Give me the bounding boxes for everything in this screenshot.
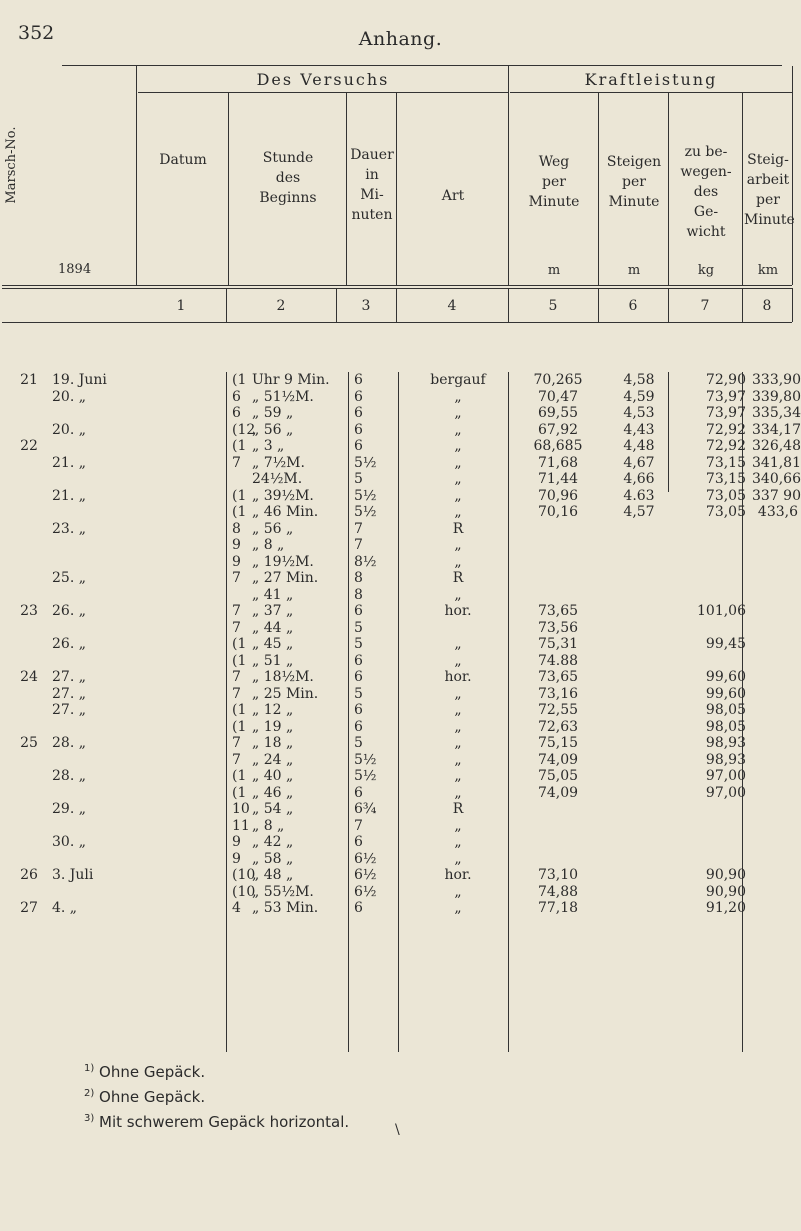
cell-dauer: 6½	[354, 883, 377, 900]
cell-weg: 70,265	[533, 372, 583, 388]
column-number: 1	[176, 298, 186, 314]
cell-marsch-no: 23	[20, 603, 38, 619]
cell-minute: „ 37 „	[252, 603, 294, 619]
cell-dauer: 5	[354, 685, 363, 702]
cell-arbeit: 337 90	[752, 487, 801, 504]
cell-minute: „ 51 „	[252, 652, 294, 669]
cell-marsch-no: 22	[20, 438, 38, 454]
divider-dauer	[396, 92, 397, 285]
unit-gewicht: kg	[697, 263, 715, 278]
cell-weg: 73,65	[537, 603, 579, 619]
cell-stunde: (1	[232, 718, 247, 735]
header-arbeit	[744, 150, 795, 230]
cell-minute: „ 12 „	[252, 702, 294, 718]
cell-dauer: 6	[354, 603, 363, 619]
cell-art: „	[454, 735, 462, 751]
cell-dauer: 5½	[354, 504, 377, 520]
footnote	[84, 1058, 349, 1083]
cell-minute: „ 8 „	[252, 537, 285, 553]
cell-datum: 26. „	[52, 636, 86, 652]
cell-minute: „ 46 „	[252, 784, 294, 801]
footnote-mark: 1)	[84, 1063, 95, 1074]
cell-dauer: 6	[354, 718, 363, 735]
cell-minute: „ 48 „	[252, 867, 294, 883]
cell-art: „	[454, 405, 462, 421]
column-number: 7	[700, 298, 710, 314]
cell-weg: 68,685	[533, 438, 583, 454]
cell-weg: 70,16	[537, 504, 579, 520]
cell-minute: „ 19½M.	[252, 553, 314, 570]
header-dauer-line: nuten	[351, 207, 393, 223]
cell-datum: 29. „	[52, 801, 86, 817]
cell-minute: „ 56 „	[252, 421, 294, 438]
cell-arbeit: 333,90	[752, 372, 801, 388]
cell-weg: 70,96	[537, 487, 579, 504]
cell-dauer: 6	[354, 784, 363, 801]
cell-gewicht: 98,05	[705, 718, 746, 735]
cell-dauer: 5	[354, 735, 363, 751]
table-top-rule	[62, 65, 782, 66]
cell-datum: 19. Juni	[52, 372, 107, 388]
cell-stunde: (1	[232, 784, 247, 801]
stray-mark: \	[395, 1122, 400, 1138]
cell-art: R	[452, 570, 464, 586]
cell-stunde: 8	[232, 520, 241, 537]
cell-stunde: 9	[232, 850, 241, 867]
cell-arbeit: 335,34	[752, 405, 801, 421]
cell-dauer: 8½	[354, 553, 377, 570]
cell-dauer: 5½	[354, 751, 377, 768]
cell-gewicht: 73,15	[705, 471, 746, 487]
header-year: 1894	[58, 262, 92, 277]
header-gewicht	[670, 142, 742, 242]
cell-weg: 74,09	[537, 784, 579, 801]
cell-art: „	[454, 751, 462, 768]
cell-minute: „ 39½M.	[252, 487, 314, 504]
cell-gewicht: 72,90	[705, 372, 746, 388]
cell-art: R	[452, 520, 464, 537]
cell-gewicht: 73,05	[705, 487, 746, 504]
cell-datum: 27. „	[52, 669, 86, 685]
cell-gewicht: 98,05	[705, 702, 746, 718]
column-number: 5	[548, 298, 558, 314]
cell-stunde: (1	[232, 702, 247, 718]
header-weg-line: per	[542, 174, 566, 190]
cell-dauer: 6¾	[354, 801, 377, 817]
cell-minute: „ 3 „	[252, 438, 285, 454]
cell-minute: „ 27 Min.	[252, 570, 319, 586]
cell-gewicht: 98,93	[705, 735, 746, 751]
cell-datum: 23. „	[52, 520, 86, 537]
cell-dauer: 5	[354, 471, 363, 487]
cell-gewicht: 73,97	[705, 388, 746, 405]
group-header-versuch: Des Versuchs	[256, 70, 390, 89]
header-dauer-line: Dauer	[350, 147, 394, 163]
header-marsch-no: Marsch-No.	[4, 126, 19, 204]
cell-art: „	[454, 471, 462, 487]
cell-weg: 71,44	[537, 471, 579, 487]
cell-weg: 75,31	[537, 636, 579, 652]
cell-weg: 73,56	[537, 619, 579, 636]
cell-minute: „ 45 „	[252, 636, 294, 652]
footnote	[84, 1108, 349, 1133]
cell-gewicht: 99,60	[705, 669, 746, 685]
cell-stunde: (1	[232, 372, 247, 388]
cell-art: R	[452, 801, 464, 817]
cell-gewicht: 99,60	[705, 685, 746, 702]
cell-art: „	[454, 636, 462, 652]
cell-datum: 21. „	[52, 487, 86, 504]
cell-stunde: (1	[232, 768, 247, 784]
cell-art: hor.	[444, 867, 472, 883]
cell-art: „	[454, 768, 462, 784]
header-stunde-line: Stunde	[262, 150, 314, 166]
cell-gewicht: 98,93	[705, 751, 746, 768]
cell-minute: „ 46 Min.	[252, 504, 319, 520]
cell-datum: 28. „	[52, 768, 86, 784]
cell-datum: 30. „	[52, 834, 86, 850]
cell-weg: 67,92	[537, 421, 579, 438]
footnote-text: Ohne Gepäck.	[99, 1063, 206, 1081]
header-bottom-rule-double	[2, 288, 792, 289]
cell-dauer: 6½	[354, 850, 377, 867]
cell-stunde: (12	[232, 421, 256, 438]
cell-weg: 77,18	[537, 900, 579, 916]
footnote-text: Mit schwerem Gepäck horizontal.	[99, 1113, 350, 1131]
cell-art: „	[454, 850, 462, 867]
header-arbeit-line: Minute	[744, 212, 795, 228]
cell-gewicht: 73,15	[705, 454, 746, 471]
cell-marsch-no: 27	[20, 900, 38, 916]
cell-dauer: 6	[354, 669, 363, 685]
cell-steigen: 4,57	[623, 504, 655, 520]
cell-marsch-no: 21	[20, 372, 38, 388]
cell-minute: Uhr 9 Min.	[252, 372, 330, 388]
cell-minute: „ 41 „	[252, 586, 294, 603]
cell-arbeit: 339,80	[752, 388, 801, 405]
column-number: 2	[276, 298, 286, 314]
cell-gewicht: 91,20	[705, 900, 746, 916]
cell-stunde: 7	[232, 603, 241, 619]
divider-right	[792, 66, 793, 285]
cell-stunde: (10	[232, 883, 256, 900]
cell-datum: 20. „	[52, 388, 86, 405]
column-number: 3	[361, 298, 371, 314]
cell-art: „	[454, 553, 462, 570]
cell-art: hor.	[444, 669, 472, 685]
unit-arbeit: km	[757, 263, 779, 278]
cell-dauer: 5	[354, 619, 363, 636]
cell-stunde: 7	[232, 735, 241, 751]
cell-weg: 70,47	[537, 388, 579, 405]
header-arbeit-line: per	[756, 192, 780, 208]
cell-steigen: 4,58	[623, 372, 655, 388]
cell-dauer: 6	[354, 900, 363, 916]
cell-art: „	[454, 883, 462, 900]
cell-weg: 75,15	[537, 735, 579, 751]
cell-gewicht: 90,90	[705, 867, 746, 883]
unit-steigen: m	[627, 263, 641, 278]
cell-stunde: 9	[232, 537, 241, 553]
header-gewicht-line: wicht	[686, 224, 726, 240]
cell-minute: „ 59 „	[252, 405, 294, 421]
cell-datum: 20. „	[52, 421, 86, 438]
body-divider-art	[508, 372, 509, 1052]
cell-minute: „ 44 „	[252, 619, 294, 636]
cell-gewicht: 90,90	[705, 883, 746, 900]
cell-weg: 74,88	[537, 883, 579, 900]
cell-steigen: 4,53	[623, 405, 655, 421]
cell-art: „	[454, 718, 462, 735]
cell-datum: 27. „	[52, 685, 86, 702]
cell-art: „	[454, 652, 462, 669]
header-stunde-line: des	[275, 170, 301, 186]
cell-weg: 72,63	[537, 718, 579, 735]
cell-minute: „ 25 Min.	[252, 685, 319, 702]
cell-minute: „ 53 Min.	[252, 900, 319, 916]
body-divider-dauer	[398, 372, 399, 1052]
cell-minute: „ 56 „	[252, 520, 294, 537]
cell-stunde: 7	[232, 454, 241, 471]
cell-arbeit: 433,6	[757, 504, 798, 520]
group-rule-versuch	[138, 92, 508, 93]
cell-datum: 27. „	[52, 702, 86, 718]
cell-marsch-no: 26	[20, 867, 38, 883]
cell-dauer: 6	[354, 702, 363, 718]
cell-dauer: 6	[354, 652, 363, 669]
cell-dauer: 5½	[354, 487, 377, 504]
cell-art: „	[454, 586, 462, 603]
header-arbeit-line: arbeit	[746, 172, 790, 188]
cell-marsch-no: 25	[20, 735, 38, 751]
cell-weg: 75,05	[537, 768, 579, 784]
body-divider-stunde	[348, 372, 349, 1052]
cell-stunde: (1	[232, 438, 247, 454]
cell-steigen: 4,66	[623, 471, 655, 487]
cell-art: „	[454, 421, 462, 438]
header-weg	[510, 152, 598, 212]
cell-dauer: 5½	[354, 454, 377, 471]
cell-weg: 73,16	[537, 685, 579, 702]
cell-art: „	[454, 487, 462, 504]
cell-minute: „ 24 „	[252, 751, 294, 768]
cell-stunde: 6	[232, 405, 241, 421]
cell-dauer: 7	[354, 520, 363, 537]
number-row-rule	[2, 322, 792, 323]
header-gewicht-line: zu be-	[684, 144, 728, 160]
cell-steigen: 4,59	[623, 388, 655, 405]
header-bottom-rule	[2, 285, 792, 286]
header-steigen-line: Steigen	[606, 154, 662, 170]
header-steigen-line: per	[622, 174, 646, 190]
header-gewicht-line: Ge-	[693, 204, 719, 220]
cell-minute: „ 42 „	[252, 834, 294, 850]
cell-stunde: (1	[232, 504, 247, 520]
cell-gewicht: 72,92	[705, 438, 746, 454]
cell-stunde: (1	[232, 652, 247, 669]
cell-dauer: 8	[354, 570, 363, 586]
cell-dauer: 7	[354, 537, 363, 553]
cell-dauer: 6	[354, 834, 363, 850]
cell-art: „	[454, 834, 462, 850]
cell-dauer: 8	[354, 586, 363, 603]
divider-art	[508, 66, 509, 285]
cell-stunde: (1	[232, 636, 247, 652]
header-weg-line: Weg	[538, 154, 570, 170]
cell-datum: 28. „	[52, 735, 86, 751]
cell-dauer: 7	[354, 817, 363, 834]
cell-steigen: 4,67	[623, 454, 655, 471]
cell-weg: 69,55	[537, 405, 579, 421]
cell-weg: 71,68	[537, 454, 579, 471]
cell-datum: 4. „	[52, 900, 78, 916]
cell-minute: „ 55½M.	[252, 883, 314, 900]
cell-marsch-no: 24	[20, 669, 38, 685]
header-dauer-line: Mi-	[360, 187, 384, 203]
cell-stunde: 4	[232, 900, 241, 916]
header-dauer-line: in	[365, 167, 379, 183]
header-steigen	[600, 152, 668, 212]
cell-gewicht: 72,92	[705, 421, 746, 438]
cell-datum: 3. Juli	[52, 867, 94, 883]
footnote-text: Ohne Gepäck.	[99, 1088, 206, 1106]
cell-gewicht: 97,00	[705, 784, 746, 801]
cell-dauer: 5½	[354, 768, 377, 784]
cell-art: „	[454, 817, 462, 834]
divider-datum	[228, 92, 229, 285]
cell-minute: „ 18½M.	[252, 669, 314, 685]
cell-stunde: 9	[232, 834, 241, 850]
divider-marsch	[136, 66, 137, 285]
cell-datum: 21. „	[52, 454, 86, 471]
header-art: Art	[441, 188, 465, 204]
header-dauer	[348, 145, 396, 225]
cell-stunde: 7	[232, 570, 241, 586]
cell-stunde: 9	[232, 553, 241, 570]
cell-art: „	[454, 504, 462, 520]
column-number: 4	[447, 298, 457, 314]
header-gewicht-line: wegen-	[680, 164, 732, 180]
running-head: Anhang.	[358, 28, 443, 50]
header-datum: Datum	[159, 152, 207, 168]
cell-minute: „ 54 „	[252, 801, 294, 817]
cell-gewicht: 99,45	[705, 636, 746, 652]
footnotes	[84, 1058, 349, 1133]
cell-dauer: 6½	[354, 867, 377, 883]
cell-dauer: 6	[354, 372, 363, 388]
cell-art: „	[454, 454, 462, 471]
cell-minute: „ 18 „	[252, 735, 294, 751]
cell-weg: 74,09	[537, 751, 579, 768]
cell-gewicht: 73,97	[705, 405, 746, 421]
cell-datum: 25. „	[52, 570, 86, 586]
cell-arbeit: 340,66	[752, 471, 801, 487]
footnote-mark: 2)	[84, 1088, 95, 1099]
cell-stunde: (1	[232, 487, 247, 504]
cell-stunde: 7	[232, 619, 241, 636]
cell-stunde: 7	[232, 685, 241, 702]
cell-stunde: 11	[232, 817, 250, 834]
cell-weg: 73,65	[537, 669, 579, 685]
divider-steigen	[668, 92, 669, 285]
cell-minute: 24½M.	[252, 471, 303, 487]
cell-stunde: 10	[232, 801, 250, 817]
cell-steigen: 4,43	[623, 421, 655, 438]
cell-arbeit: 326,48	[752, 438, 801, 454]
footnote-mark: 3)	[84, 1113, 95, 1124]
number-divider-8	[792, 288, 793, 322]
cell-gewicht: 73,05	[705, 504, 746, 520]
header-gewicht-line: des	[693, 184, 719, 200]
cell-art: „	[454, 784, 462, 801]
cell-minute: „ 40 „	[252, 768, 294, 784]
column-number: 6	[628, 298, 638, 314]
cell-dauer: 6	[354, 421, 363, 438]
page-number: 352	[18, 22, 55, 44]
cell-dauer: 6	[354, 405, 363, 421]
cell-weg: 73,10	[537, 867, 579, 883]
cell-steigen: 4,48	[623, 438, 655, 454]
cell-weg: 72,55	[537, 702, 579, 718]
cell-art: „	[454, 438, 462, 454]
cell-art: „	[454, 388, 462, 405]
divider-weg	[598, 92, 599, 285]
group-header-kraft: Kraftleistung	[584, 70, 718, 89]
cell-minute: „ 58 „	[252, 850, 294, 867]
body-divider-datum	[226, 372, 227, 1052]
cell-dauer: 6	[354, 438, 363, 454]
divider-stunde	[346, 92, 347, 285]
cell-stunde: (10	[232, 867, 256, 883]
unit-weg: m	[547, 263, 561, 278]
header-stunde-line: Beginns	[259, 190, 317, 206]
cell-dauer: 6	[354, 388, 363, 405]
cell-minute: „ 19 „	[252, 718, 294, 735]
cell-weg: 74.88	[537, 652, 579, 669]
cell-minute: „ 7½M.	[252, 454, 305, 471]
cell-stunde: 6	[232, 388, 241, 405]
cell-minute: „ 8 „	[252, 817, 285, 834]
cell-minute: „ 51½M.	[252, 388, 314, 405]
column-number: 8	[762, 298, 772, 314]
cell-arbeit: 334,17	[752, 421, 801, 438]
cell-gewicht: 97,00	[705, 768, 746, 784]
cell-gewicht: 101,06	[697, 603, 746, 619]
cell-stunde: 7	[232, 751, 241, 768]
cell-datum: 26. „	[52, 603, 86, 619]
cell-stunde: 7	[232, 669, 241, 685]
divider-gewicht	[742, 92, 743, 285]
cell-steigen: 4.63	[623, 487, 655, 504]
footnote	[84, 1083, 349, 1108]
group-rule-kraft	[510, 92, 792, 93]
cell-art: „	[454, 685, 462, 702]
header-steigen-line: Minute	[608, 194, 660, 210]
cell-arbeit: 341,81	[752, 454, 801, 471]
header-weg-line: Minute	[528, 194, 580, 210]
cell-dauer: 5	[354, 636, 363, 652]
cell-art: „	[454, 537, 462, 553]
cell-art: hor.	[444, 603, 472, 619]
header-stunde	[230, 148, 346, 208]
cell-art: „	[454, 702, 462, 718]
header-arbeit-line: Steig-	[747, 152, 789, 168]
cell-art: „	[454, 900, 462, 916]
cell-art: bergauf	[430, 372, 486, 388]
